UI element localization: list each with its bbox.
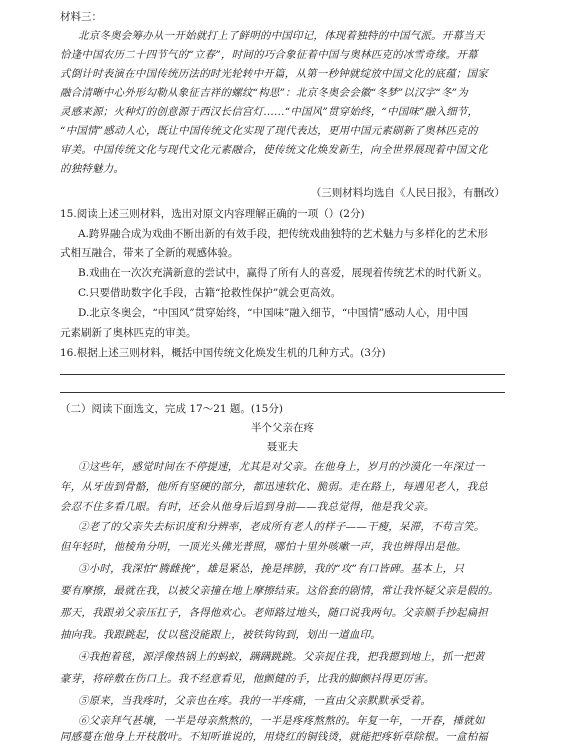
article-line: 但年轻时，他棱角分明，一顶光头佛光普照，哪怕十里外咳嗽一声，我也辨得出是他。 [60, 541, 467, 553]
article-title: 半个父亲在疼 [251, 422, 314, 434]
q15-stem: 15.阅读上述三则材料，选出对原文内容理解正确的一项（）(2分) [60, 208, 365, 220]
article-line: ⑥父亲拜气甚壤，一半是母亲熬熬的，一半是疼疼熬熬的。年复一年，一开春，捶就如 [78, 715, 485, 727]
material3-line: 融合清晰中心外形勾勒从象征吉祥的螺纹“构思”：北京冬奥会会徽“冬梦”以汉字“冬”为 [60, 87, 468, 99]
q16-stem: 16.根据上述三则材料，概括中国传统文化焕发生机的几种方式。(3分) [60, 347, 386, 359]
material3-line: 审美。中国传统文化与现代文化元素融合，使传统文化焕发新生，向全世界展现着中国文化 [60, 144, 488, 156]
material-source: （三则材料均选自《人民日报》，有删改） [310, 187, 505, 199]
article-line: ④我抱着毯，源浮像热锅上的蚂蚁，蹒蹒跳跳。父亲捉住我，把我摁到地上，抓一把黄 [78, 651, 485, 663]
article-line: 会忍不住多看几眼。有时，还会从他身后追到身前——我总觉得，他是我父亲。 [60, 501, 435, 513]
article-line: ⑤原来，当我疼时，父亲也在疼。我的一半疼痛，一直由父亲默默承受着。 [78, 695, 432, 707]
q15-option-c: C.只要借助数字化手段，古籍“抢救性保护”就会更高效。 [78, 287, 342, 299]
q15-option-d: D.北京冬奥会，“中国风”贯穿始终，“中国味”融入细节，“中国情”感动人心，用中国 [78, 307, 469, 319]
material3-line: 北京冬奥会筹办从一开始就打上了鲜明的中国印记，体现着独特的中国气派。开幕当天 [78, 30, 485, 42]
article-line: ①这些年，感觉时间在不停提速，尤其是对父亲。在他身上，岁月的沙漠化一年深过一 [78, 461, 485, 473]
article-line: 抽向我。我跟跳起，仗以毯没能跟上，被铁钩钩到，划出一道血印。 [60, 629, 381, 641]
material3-line: 式倒计时表演在中国传统历法的时光轮转中开篇，从第一秒钟就绽放中国文化的底蕴；国家 [60, 68, 488, 80]
article-line: 豪芽，将碎敷在伤口上。我不经意看见，他颤健的手，比我的脚颤抖得更厉害。 [60, 673, 435, 685]
answer-line [60, 392, 505, 393]
material3-line: 的独特魅力。 [60, 163, 125, 175]
answer-line [60, 374, 505, 375]
q15-option-a-cont: 式相互融合，带来了全新的观感体验。 [60, 247, 239, 259]
q15-option-a: A.跨界融合成为戏曲不断出新的有效手段，把传统戏曲独特的艺术魅力与多样化的艺术形 [78, 228, 488, 240]
article-line: 要有摩擦，最就在我，以被父亲撞在地上摩擦结束。这俗套的剧情，常让我怀疑父亲是假的。 [60, 585, 499, 597]
material3-line: 灵感来源；火种灯的创意源于西汉长信宫灯……“中国风”贯穿始终，“中国味”融入细节， [60, 106, 479, 118]
article-line: 同感蔓在他身上开枝散叶。不知听谁说的，用烧红的铜钱烫，就能把疼斩草除根。一盒柏福 [60, 731, 488, 743]
article-line: ③小时，我深怕“腾雌挽”，雄是紧怂，挽是摔膀，我的“攻”有口皆碑。基本上，只 [78, 563, 465, 575]
material3-line: 恰逢中国农历二十四节气的“立春”，时间的巧合象征着中国与奥林匹克的冰雪奇缘。开幕 [60, 49, 478, 61]
article-line: 年，从牙齿到骨骼，他所有坚硬的部分，都迅速软化、脆弱。走在路上，每遇见老人，我总 [60, 481, 488, 493]
material3-line: “中国情”感动人心，既让中国传统文化实现了现代表达，更用中国元素刷新了奥林匹克的 [60, 125, 478, 137]
q15-option-d-cont: 元素刷新了奥林匹克的审美。 [60, 327, 197, 339]
article-line: ②老了的父亲失去标识度和分辨率，老成所有老人的样子——干瘦，呆滞，不苟言笑。 [78, 521, 485, 533]
q15-option-b: B.戏曲在一次次充满新意的尝试中，赢得了所有人的喜爱，展现着传统艺术的时代新义。 [78, 267, 489, 279]
article-line: 那天，我跟弟父亲压扛子，各得他欢心。老师路过地头，随口说我两句。父亲顺手抄起扁担 [60, 607, 488, 619]
article-author: 聂亚夫 [266, 441, 299, 453]
section2-heading: （二）阅读下面选文，完成 17～21 题。(15分) [60, 403, 283, 415]
material3-heading: 材料三： [60, 11, 102, 23]
